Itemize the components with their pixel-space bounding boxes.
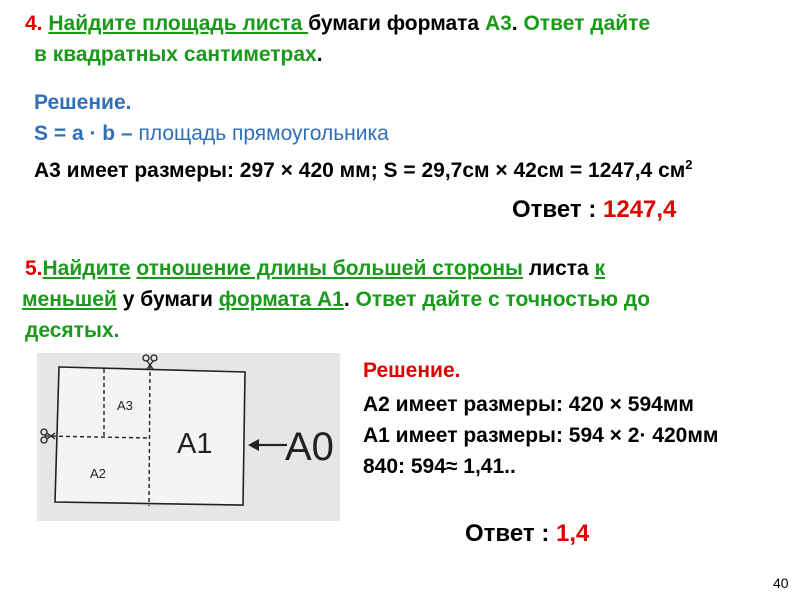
task4-line2: [34, 42, 323, 68]
task5-format-a1: формата А1: [218, 288, 344, 311]
page-number: 40: [773, 575, 789, 591]
solution4-heading: Решение.: [34, 91, 132, 114]
label-a1: А1: [177, 428, 213, 460]
task5-paper: у бумаги: [116, 288, 219, 311]
solution5-line1: А2 имеет размеры: 420 × 594мм: [363, 393, 694, 416]
task4-dot: .: [511, 12, 524, 35]
task4-number: 4.: [25, 12, 43, 35]
solution4-calc: А3 имеет размеры: 297 × 420 мм; S = 29,7см × 42см = 1247,4 см: [34, 159, 686, 182]
label-a3: А3: [117, 398, 133, 413]
arrow-left-icon: [248, 439, 287, 451]
task4-units: в квадратных сантиметрах: [34, 43, 317, 66]
task4-paper-format: бумаги формата: [308, 12, 485, 35]
task5-to: к: [594, 257, 606, 280]
task5-line2: [22, 287, 650, 313]
solution5-answer: [465, 519, 589, 549]
task4-answer-instruction: Ответ дайте: [523, 12, 651, 35]
task5-sheet: листа: [523, 257, 595, 280]
task5-dot: .: [343, 288, 356, 311]
task4-a3: А3: [484, 12, 512, 35]
solution5-line2: А1 имеет размеры: 594 × 2· 420мм: [363, 424, 719, 447]
task5-number: 5.: [25, 257, 43, 280]
solution5-line3: 840: 594≈ 1,41..: [363, 455, 516, 478]
solution4-formula-s: S = a · b –: [34, 122, 139, 145]
solution4-answer-label: Ответ :: [512, 196, 603, 223]
task5-smaller: меньшей: [22, 288, 117, 311]
solution4-line3: [34, 152, 693, 184]
vertical-cut-line: [149, 365, 150, 506]
label-a2: А2: [90, 466, 106, 481]
solution5-answer-value: 1,4: [555, 520, 590, 547]
paper-format-diagram: [37, 353, 340, 521]
solution4-answer: [512, 195, 676, 225]
paper-format-figure: [37, 353, 340, 521]
task4-period: .: [316, 43, 323, 66]
label-a0: А0: [285, 425, 334, 469]
task5-find: Найдите: [42, 257, 131, 280]
solution4-answer-value: 1247,4: [602, 196, 677, 223]
solution5-answer-label: Ответ :: [465, 520, 556, 547]
solution5-heading: Решение.: [363, 359, 461, 382]
task4-find-area: Найдите площадь листа: [48, 12, 309, 35]
solution4-formula: [34, 121, 389, 147]
task4-line1: [25, 11, 650, 37]
solution4-formula-desc: площадь прямоугольника: [138, 122, 389, 145]
task5-line1: [25, 256, 605, 282]
task5-answer-instruction: Ответ дайте с точностью до: [355, 288, 651, 311]
task5-ratio: отношение длины большей стороны: [136, 257, 523, 280]
task5-line3: десятых.: [25, 319, 120, 342]
solution4-square: 2: [685, 157, 693, 172]
